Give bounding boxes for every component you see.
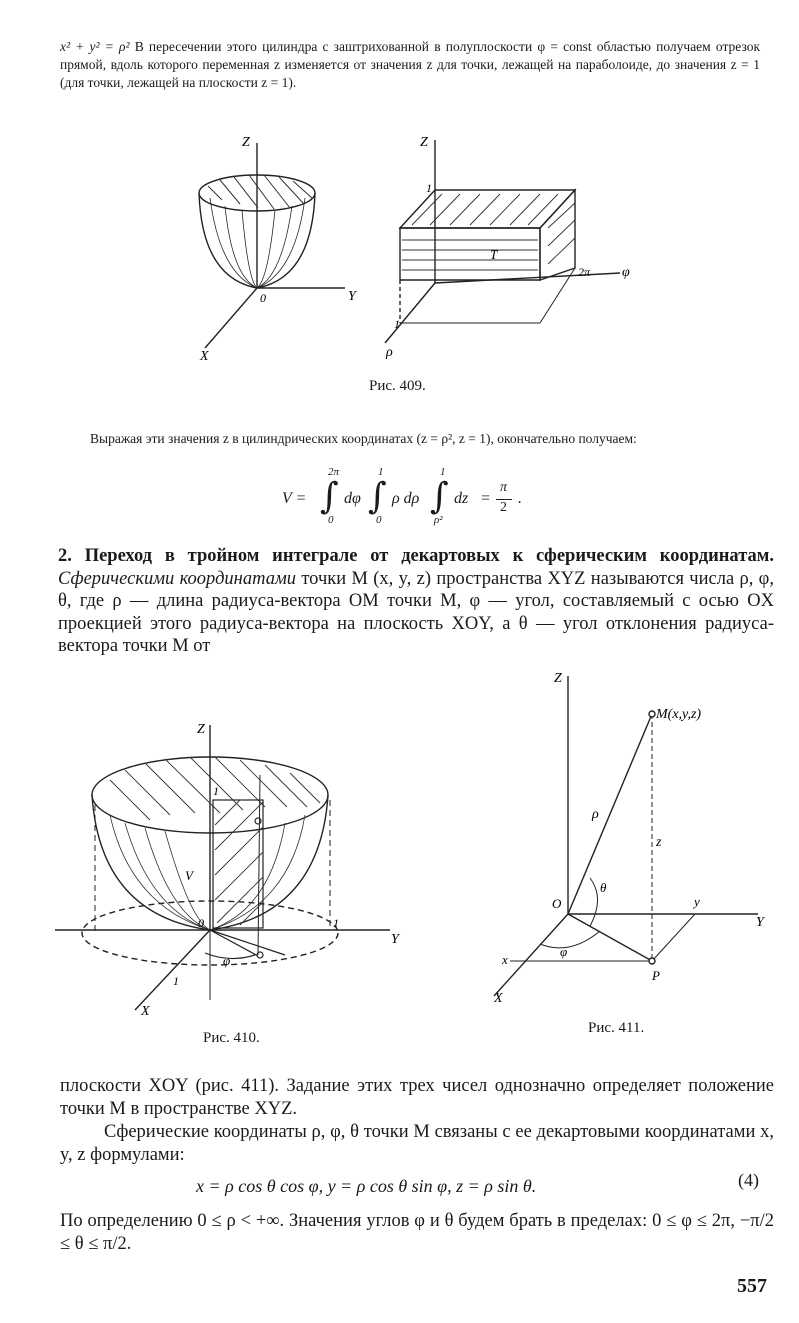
fig411-y-small-label: y <box>694 894 700 909</box>
fig411-z-label: z <box>656 835 662 850</box>
formula-v-int3-upper: 1 <box>440 466 446 478</box>
fig410-z-label: Z <box>197 722 205 737</box>
section-2-term: Сферическими координатами <box>58 568 296 589</box>
formula-4-number: (4) <box>738 1170 759 1190</box>
formula-v-frac-num: π <box>500 480 508 495</box>
fig410-origin-label: 0 <box>198 916 204 930</box>
figure-411 <box>480 668 780 1008</box>
section-2-heading: 2. Переход в тройном интеграле от декартовых к сферическим координатам. <box>58 546 774 566</box>
formula-v-eq: = <box>480 490 491 507</box>
fig411-theta-label: θ <box>600 880 607 895</box>
page-number: 557 <box>737 1275 767 1297</box>
fig409-box-hatch <box>402 194 575 270</box>
formula-v-integral-1: ∫ <box>320 476 339 517</box>
figure-410 <box>55 715 415 1025</box>
section-2-paragraph <box>58 545 774 658</box>
formula-v-int3-lower: ρ² <box>434 514 443 526</box>
formula-v-int1-upper: 2π <box>328 466 340 478</box>
section-2-text: точки M (x, y, z) пространства XYZ называются числа ρ, φ, θ, где ρ — длина радиуса-вектора OM точки M, φ — угол, составляемый с осью OX проекцией этого радиуса-вектора на плоскость XOY, а θ — угол отклонения радиуса-вектора точки M от <box>58 568 774 656</box>
figure-409-caption: Рис. 409. <box>369 378 426 394</box>
fig410-phi-label: φ <box>223 953 231 968</box>
fig410-v-label: V <box>185 868 193 883</box>
fig410-y-label: Y <box>391 932 399 947</box>
fig409-left-y-label: Y <box>348 289 356 304</box>
formula-v-int2-upper: 1 <box>378 466 384 478</box>
fig411-x-axis-label: X <box>494 991 503 1006</box>
paragraph-cylindrical: Выражая эти значения z в цилиндрических координатах (z = ρ², z = 1), окончательно получаем: <box>90 431 637 446</box>
formula-v-lhs: V = <box>282 490 307 507</box>
figure-411-caption: Рис. 411. <box>588 1020 645 1036</box>
formula-v-d3: dz <box>454 490 469 507</box>
fig409-right-z-label: Z <box>420 135 428 150</box>
fig411-x-small-label: x <box>502 952 508 967</box>
formula-v-int2-lower: 0 <box>376 514 382 526</box>
paragraph-top-text: В пересечении этого цилиндра с заштрихованной в полуплоскости φ = const областью получаем отрезок прямой, вдоль которого переменная z изменяется от значения z для точки, лежащей на параболоиде, до значения z = 1 (для точки, лежащей на плоскости z = 1). <box>60 39 761 90</box>
fig411-rho-label: ρ <box>592 807 599 822</box>
formula-volume <box>282 466 582 528</box>
fig411-z-axis-label: Z <box>554 671 562 686</box>
fig409-left-x-label: X <box>200 349 209 364</box>
fig410-x-label: X <box>141 1004 150 1019</box>
fig409-right-one-top-label: 1 <box>426 181 432 195</box>
fig409-paraboloid <box>199 143 345 348</box>
fig411-origin-label: O <box>552 896 562 911</box>
formula-v-integral-3: ∫ <box>430 476 449 517</box>
paragraph-bottom-2: Сферические координаты ρ, φ, θ точки M связаны с ее декартовыми координатами x, y, z формулами: <box>60 1122 774 1165</box>
paragraph-top-lead: x² + y² = ρ² <box>60 39 130 54</box>
formula-v-d1: dφ <box>344 490 361 507</box>
fig410-one-right-label: 1 <box>333 916 339 930</box>
fig409-right-one-bottom-label: 1 <box>394 317 400 331</box>
figure-410-caption: Рис. 410. <box>203 1030 260 1046</box>
fig410-one-top-label: 1 <box>213 784 219 798</box>
fig410-one-front-label: 1 <box>173 974 179 988</box>
paragraph-bottom-1: плоскости XOY (рис. 411). Задание этих трех чисел однозначно определяет положение точки M в пространстве XYZ. <box>60 1076 774 1119</box>
fig409-right-t-label: T <box>490 247 498 262</box>
paragraph-top <box>60 38 760 92</box>
fig409-right-phi-label: φ <box>622 265 630 280</box>
formula-4: x = ρ cos θ cos φ, y = ρ cos θ sin φ, z = ρ sin θ. <box>196 1176 537 1196</box>
formula-v-d2: ρ dρ <box>392 490 420 507</box>
fig409-box <box>385 140 620 343</box>
fig411-phi-label: φ <box>560 944 568 959</box>
fig411-m-label: M(x,y,z) <box>656 707 702 722</box>
fig409-left-origin-label: 0 <box>260 291 266 305</box>
fig409-left-z-label: Z <box>242 135 250 150</box>
formula-v-integral-2: ∫ <box>368 476 387 517</box>
paragraph-bottom-3: По определению 0 ≤ ρ < +∞. Значения углов φ и θ будем брать в пределах: 0 ≤ φ ≤ 2π, −π/2 ≤ θ ≤ π/2. <box>60 1211 774 1254</box>
figure-409 <box>150 128 670 373</box>
formula-v-end: . <box>518 490 522 507</box>
fig409-right-2pi-label: 2π <box>578 265 591 279</box>
fig409-right-rho-label: ρ <box>386 345 393 360</box>
fig411-y-axis-label: Y <box>756 915 764 930</box>
formula-v-frac-den: 2 <box>500 500 507 515</box>
fig411-p-label: P <box>652 968 660 983</box>
formula-v-int1-lower: 0 <box>328 514 334 526</box>
